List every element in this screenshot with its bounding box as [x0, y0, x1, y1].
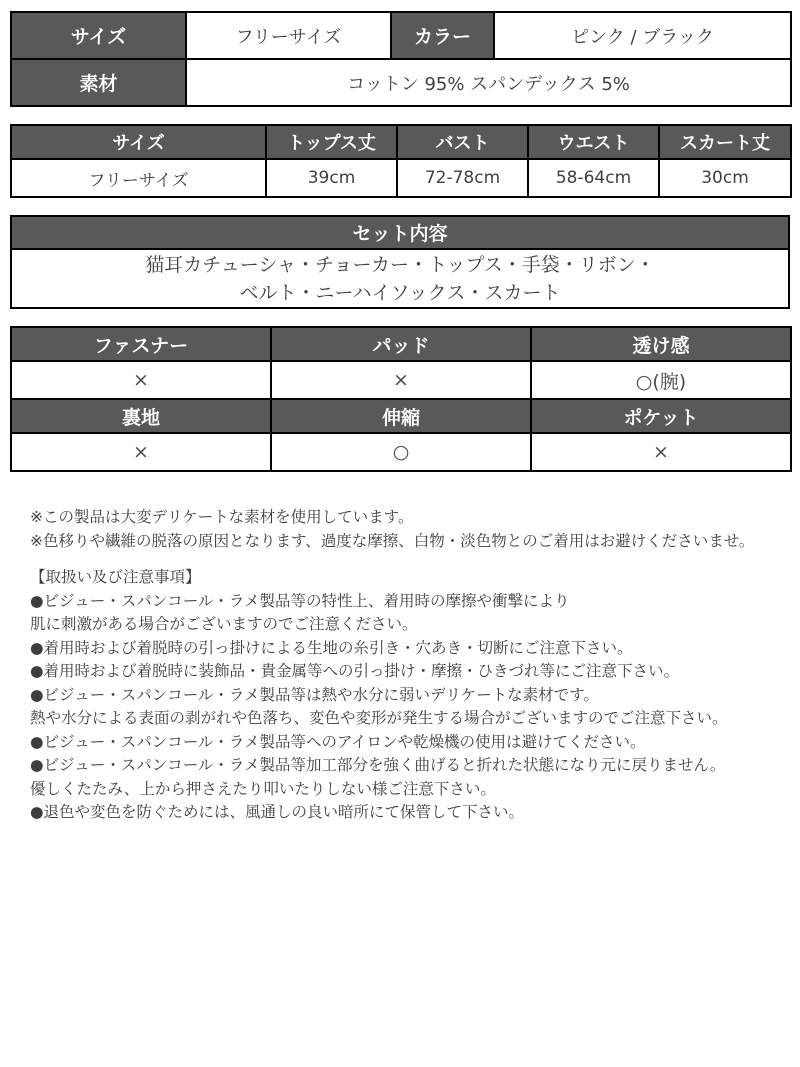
material-caution-notes [30, 506, 782, 553]
set-contents-header-row [11, 216, 789, 249]
col-header-tops-length: トップス丈 [266, 125, 397, 159]
value-fastener: × [11, 361, 271, 399]
set-contents-line2: ベルト・ニーハイソックス・スカート [239, 281, 561, 304]
handling-instruction-line: ●着用時および着脱時の引っ掛けによる生地の糸引き・穴あき・切断にご注意下さい。 [30, 638, 633, 657]
features-header-row-2 [11, 399, 791, 433]
color-label: カラー [391, 12, 494, 59]
header-pocket: ポケット [531, 399, 791, 433]
color-value: ピンク / ブラック [494, 12, 791, 59]
set-contents-title: セット内容 [11, 216, 789, 249]
measurements-table [10, 124, 792, 198]
size-value: フリーサイズ [186, 12, 391, 59]
measurements-value-row [11, 159, 791, 197]
handling-instructions-title: 【取扱い及び注意事項】 [30, 568, 201, 586]
features-header-row-1 [11, 327, 791, 361]
set-contents-table [10, 215, 790, 309]
handling-instruction-line: ●ビジュー・スパンコール・ラメ製品等の特性上、着用時の摩擦や衝撃により [30, 591, 570, 610]
material-label: 素材 [11, 59, 186, 106]
caution-note-line: ※色移りや繊維の脱落の原因となります、過度な摩擦、白物・淡色物とのご着用はお避けくださいませ。 [30, 531, 755, 550]
header-sheerness: 透け感 [531, 327, 791, 361]
header-lining: 裏地 [11, 399, 271, 433]
handling-instructions [30, 566, 782, 825]
measurements-header-row [11, 125, 791, 159]
col-header-bust: バスト [397, 125, 528, 159]
set-contents-line1: 猫耳カチューシャ・チョーカー・トップス・手袋・リボン・ [145, 253, 655, 276]
value-sheerness: ○(腕) [531, 361, 791, 399]
header-stretch: 伸縮 [271, 399, 531, 433]
handling-instruction-line: ●着用時および着脱時に装飾品・貴金属等への引っ掛け・摩擦・ひきづれ等にご注意下さい。 [30, 662, 680, 680]
caution-note-line: ※この製品は大変デリケートな素材を使用しています。 [30, 508, 414, 526]
value-bust: 72-78cm [397, 159, 528, 197]
info-table [10, 11, 792, 107]
set-contents-value [11, 249, 789, 308]
value-tops-length: 39cm [266, 159, 397, 197]
value-pocket: × [531, 433, 791, 471]
features-value-row-1 [11, 361, 791, 399]
header-fastener: ファスナー [11, 327, 271, 361]
value-stretch: ○ [271, 433, 531, 471]
col-header-skirt-length: スカート丈 [659, 125, 791, 159]
value-size: フリーサイズ [11, 159, 266, 197]
features-table [10, 326, 792, 472]
value-skirt-length: 30cm [659, 159, 791, 197]
value-pad: × [271, 361, 531, 399]
col-header-waist: ウエスト [528, 125, 659, 159]
handling-instruction-line: ●ビジュー・スパンコール・ラメ製品等へのアイロンや乾燥機の使用は避けてください。 [30, 732, 646, 751]
handling-instruction-line: ●ビジュー・スパンコール・ラメ製品等は熱や水分に弱いデリケートな素材です。 [30, 685, 599, 704]
set-contents-value-row [11, 249, 789, 308]
handling-instruction-line: 優しくたたみ、上から押さえたり叩いたりしない様ご注意下さい。 [30, 779, 496, 798]
size-label: サイズ [11, 12, 186, 59]
info-row-material [11, 59, 791, 106]
info-row-size-color [11, 12, 791, 59]
col-header-size: サイズ [11, 125, 266, 159]
handling-instruction-line: ●ビジュー・スパンコール・ラメ製品等加工部分を強く曲げると折れた状態になり元に戻りません。 [30, 756, 726, 774]
handling-instruction-line: 肌に刺激がある場合がございますのでご注意ください。 [30, 615, 418, 633]
value-waist: 58-64cm [528, 159, 659, 197]
handling-instruction-line: 熱や水分による表面の剥がれや色落ち、変色や変形が発生する場合がございますのでご注意下さい。 [30, 709, 728, 727]
value-lining: × [11, 433, 271, 471]
header-pad: パッド [271, 327, 531, 361]
material-value: コットン 95% スパンデックス 5% [186, 59, 791, 106]
handling-instruction-line: ●退色や変色を防ぐためには、風通しの良い暗所にて保管して下さい。 [30, 803, 525, 821]
features-value-row-2 [11, 433, 791, 471]
